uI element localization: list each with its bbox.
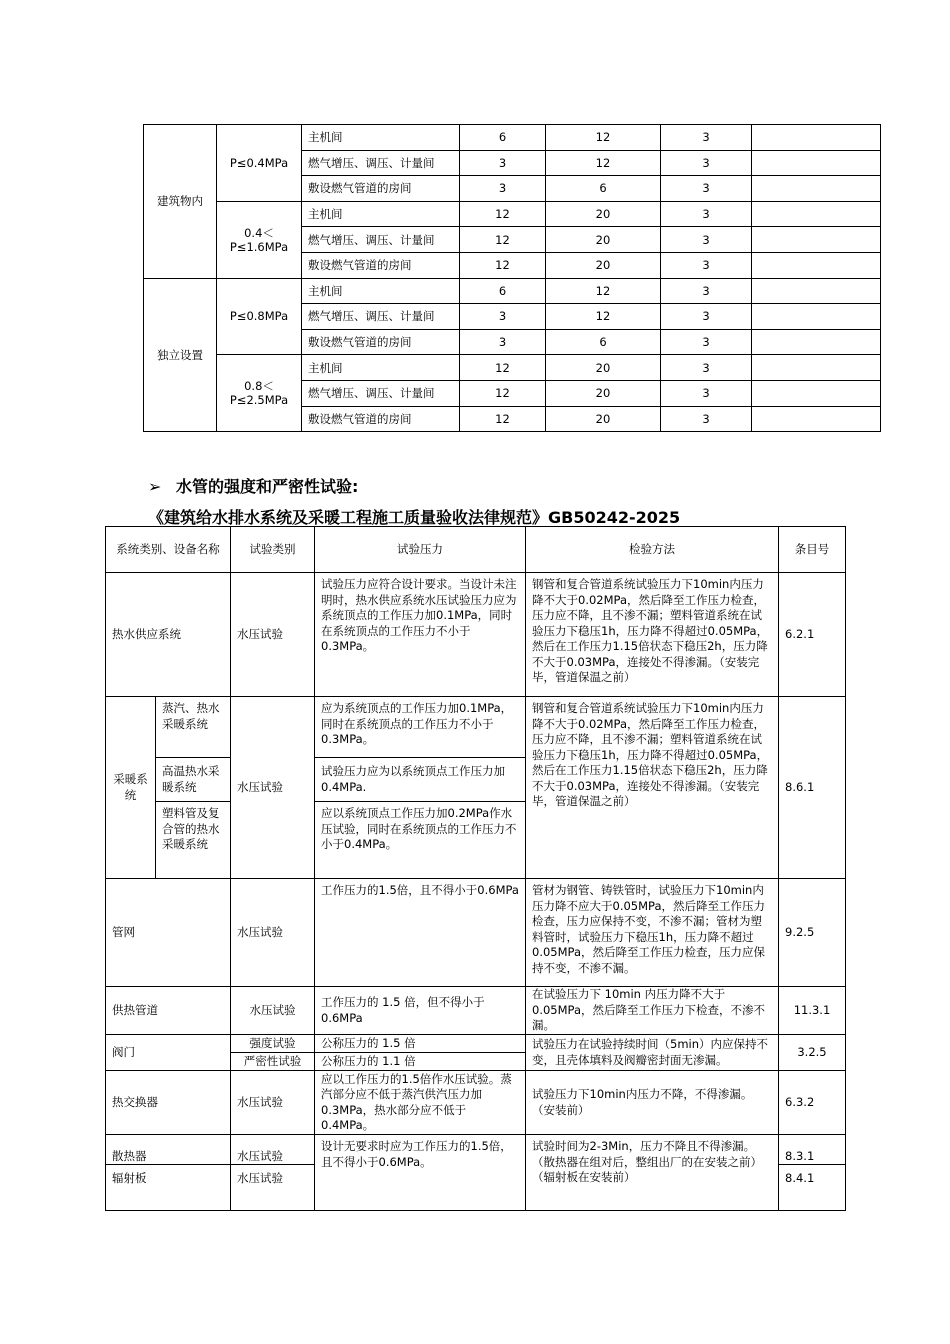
value-cell: 3: [661, 380, 752, 406]
empty-cell: [752, 227, 881, 253]
system-name: 热水供应系统: [106, 573, 231, 697]
value-cell: 20: [546, 406, 661, 432]
empty-cell: [752, 304, 881, 330]
subsystem-name: 塑料管及复合管的热水采暖系统: [156, 802, 231, 879]
test-method-line: （散热器在组对后，整组出厂的在安装之前）: [532, 1154, 762, 1169]
value-cell: 3: [661, 201, 752, 227]
system-name: 散热器: [106, 1135, 231, 1165]
table-row: [106, 879, 846, 987]
header-row: [106, 527, 846, 573]
value-cell: 20: [546, 355, 661, 381]
header-type: 试验类别: [231, 527, 315, 573]
value-cell: 12: [460, 252, 546, 278]
room-cell: 敷设燃气管道的房间: [302, 176, 460, 202]
gas-ventilation-table: [143, 124, 881, 432]
clause-number: 3.2.5: [779, 1035, 846, 1071]
test-pressure: 工作压力的 1.5 倍，但不得小于 0.6MPa: [315, 987, 526, 1035]
clause-number: 8.4.1: [779, 1165, 846, 1211]
room-cell: 主机间: [302, 125, 460, 151]
empty-cell: [752, 329, 881, 355]
test-type: 水压试验: [231, 573, 315, 697]
table-row: [144, 355, 881, 381]
room-cell: 敷设燃气管道的房间: [302, 252, 460, 278]
test-pressure: 设计无要求时应为工作压力的1.5倍，且不得小于0.6MPa。: [315, 1135, 526, 1211]
value-cell: 6: [546, 176, 661, 202]
value-cell: 6: [460, 278, 546, 304]
value-cell: 20: [546, 380, 661, 406]
table-row: [144, 201, 881, 227]
test-pressure: 公称压力的 1.1 倍: [315, 1053, 526, 1071]
table-row: [106, 987, 846, 1035]
pressure-range-cell: [217, 355, 302, 432]
value-cell: 3: [661, 252, 752, 278]
value-cell: 20: [546, 227, 661, 253]
location-cell: 建筑物内: [144, 125, 217, 279]
subsystem-name: 高温热水采暖系统: [156, 758, 231, 802]
empty-cell: [752, 176, 881, 202]
room-cell: 主机间: [302, 355, 460, 381]
system-name: 采暖系统: [106, 697, 156, 879]
value-cell: 12: [546, 125, 661, 151]
clause-number: 6.2.1: [779, 573, 846, 697]
table-row: [144, 278, 881, 304]
value-cell: 12: [460, 227, 546, 253]
test-type: 水压试验: [231, 987, 315, 1035]
room-cell: 燃气增压、调压、计量间: [302, 380, 460, 406]
empty-cell: [752, 406, 881, 432]
section-heading-text: 水管的强度和严密性试验:: [176, 477, 359, 496]
clause-number: 9.2.5: [779, 879, 846, 987]
room-cell: 燃气增压、调压、计量间: [302, 150, 460, 176]
test-pressure: 试验压力应符合设计要求。当设计未注明时，热水供应系统水压试验压力应为系统顶点的工作压力加0.1MPa，同时在系统顶点的工作压力不小于0.3MPa。: [315, 573, 526, 697]
room-cell: 主机间: [302, 201, 460, 227]
test-pressure: 公称压力的 1.5 倍: [315, 1035, 526, 1053]
test-method-line: （辐射板在安装前）: [532, 1170, 636, 1184]
table-row: [106, 1135, 846, 1165]
clause-number: 8.6.1: [779, 697, 846, 879]
pressure-range-line: 0.4＜: [244, 225, 274, 240]
value-cell: 3: [460, 150, 546, 176]
empty-cell: [752, 125, 881, 151]
test-method: 试验压力在试验持续时间（5min）内应保持不变，且壳体填料及阀瓣密封面无渗漏。: [526, 1035, 779, 1071]
value-cell: 12: [460, 380, 546, 406]
arrow-bullet-icon: ➢: [148, 477, 162, 496]
clause-number: 11.3.1: [779, 987, 846, 1035]
pressure-range-line: 0.8＜: [244, 379, 274, 394]
value-cell: 3: [661, 227, 752, 253]
table-row: [106, 1071, 846, 1135]
value-cell: 12: [546, 150, 661, 176]
value-cell: 12: [460, 355, 546, 381]
clause-number: 8.3.1: [779, 1135, 846, 1165]
room-cell: 燃气增压、调压、计量间: [302, 304, 460, 330]
value-cell: 20: [546, 252, 661, 278]
header-system: 系统类别、设备名称: [106, 527, 231, 573]
location-cell: 独立设置: [144, 278, 217, 432]
value-cell: 3: [661, 150, 752, 176]
value-cell: 3: [661, 176, 752, 202]
empty-cell: [752, 150, 881, 176]
value-cell: 3: [661, 355, 752, 381]
value-cell: 12: [460, 406, 546, 432]
test-method: 管材为钢管、铸铁管时，试验压力下10min内压力降不应大于0.05MPa，然后降至工作压力检查，压力应保持不变，不渗不漏；管材为塑料管时，试验压力下稳压1h，压力降不超过0.05MPa，然后降至工作压力检查，压力应保持不变，不渗不漏。: [526, 879, 779, 987]
header-clause: 条目号: [779, 527, 846, 573]
room-cell: 敷设燃气管道的房间: [302, 329, 460, 355]
test-type: 强度试验: [231, 1035, 315, 1053]
test-method: [526, 1071, 779, 1135]
test-pressure: 应以系统顶点工作压力加0.2MPa作水压试验，同时在系统顶点的工作压力不小于0.4MPa。: [315, 802, 526, 879]
empty-cell: [752, 278, 881, 304]
system-name: 供热管道: [106, 987, 231, 1035]
test-type: 水压试验: [231, 1071, 315, 1135]
pressure-range-cell: [217, 201, 302, 278]
test-method: [526, 1135, 779, 1211]
room-cell: 敷设燃气管道的房间: [302, 406, 460, 432]
value-cell: 3: [661, 329, 752, 355]
system-name: 阀门: [106, 1035, 231, 1071]
test-method-line: 试验压力下10min内压力不降，不得渗漏。: [532, 1087, 753, 1101]
empty-cell: [752, 252, 881, 278]
table-row: [144, 125, 881, 151]
test-method: 钢管和复合管道系统试验压力下10min内压力降不大于0.02MPa，然后降至工作压力检查，压力应不降，且不渗不漏；塑料管道系统在试验压力下稳压1h，压力降不得超过0.05MPa，然后在工作压力1.15倍状态下稳压2h，压力降不大于0.03MPa，连接处不得渗漏。（安装完毕，管道保温之前）: [526, 573, 779, 697]
test-type: 水压试验: [231, 879, 315, 987]
table-row: [106, 697, 846, 758]
value-cell: 3: [460, 304, 546, 330]
value-cell: 6: [460, 125, 546, 151]
system-name: 辐射板: [106, 1165, 231, 1211]
value-cell: 3: [460, 176, 546, 202]
pressure-range-cell: P≤0.4MPa: [217, 125, 302, 202]
test-type: 水压试验: [231, 697, 315, 879]
value-cell: 3: [661, 125, 752, 151]
clause-number: 6.3.2: [779, 1071, 846, 1135]
value-cell: 3: [460, 329, 546, 355]
header-pressure: 试验压力: [315, 527, 526, 573]
test-pressure: 应为系统顶点的工作压力加0.1MPa，同时在系统顶点的工作压力不小于0.3MPa。: [315, 697, 526, 758]
test-type: 水压试验: [231, 1135, 315, 1165]
test-type: 水压试验: [231, 1165, 315, 1211]
test-pressure: 工作压力的1.5倍，且不得小于0.6MPa: [315, 879, 526, 987]
pressure-range-line: P≤1.6MPa: [229, 239, 289, 254]
value-cell: 6: [546, 329, 661, 355]
standard-title: 《建筑给水排水系统及采暖工程施工质量验收法律规范》GB50242-2025: [148, 508, 681, 527]
test-method-line: 试验时间为2-3Min，压力不降且不得渗漏。: [532, 1139, 756, 1153]
room-cell: 燃气增压、调压、计量间: [302, 227, 460, 253]
test-method: 在试验压力下 10min 内压力降不大于 0.05MPa，然后降至工作压力下检查，不渗不漏。: [526, 987, 779, 1035]
pressure-range-cell: P≤0.8MPa: [217, 278, 302, 355]
test-pressure: 应以工作压力的1.5倍作水压试验。蒸汽部分应不低于蒸汽供汽压力加0.3MPa，热水部分应不低于0.4MPa。: [315, 1071, 526, 1135]
value-cell: 3: [661, 278, 752, 304]
value-cell: 20: [546, 201, 661, 227]
empty-cell: [752, 355, 881, 381]
subsystem-name: 蒸汽、热水采暖系统: [156, 697, 231, 758]
test-pressure: 试验压力应为以系统顶点工作压力加0.4MPa.: [315, 758, 526, 802]
value-cell: 12: [460, 201, 546, 227]
value-cell: 3: [661, 304, 752, 330]
value-cell: 3: [661, 406, 752, 432]
empty-cell: [752, 380, 881, 406]
pressure-range-line: P≤2.5MPa: [229, 393, 289, 408]
system-name: 热交换器: [106, 1071, 231, 1135]
section-heading: [148, 474, 358, 497]
empty-cell: [752, 201, 881, 227]
value-cell: 12: [546, 278, 661, 304]
header-method: 检验方法: [526, 527, 779, 573]
test-method-line: （安装前）: [532, 1102, 590, 1117]
table-row: [106, 573, 846, 697]
test-type: 严密性试验: [231, 1053, 315, 1071]
table-row: [106, 1035, 846, 1053]
value-cell: 12: [546, 304, 661, 330]
room-cell: 主机间: [302, 278, 460, 304]
system-name: 管网: [106, 879, 231, 987]
test-method: 钢管和复合管道系统试验压力下10min内压力降不大于0.02MPa，然后降至工作压力检查，压力应不降，且不渗不漏；塑料管道系统在试验压力下稳压1h，压力降不得超过0.05MPa，然后在工作压力1.15倍状态下稳压2h，压力降不大于0.03MPa，连接处不得渗漏。（安装完毕，管道保温之前）: [526, 697, 779, 879]
water-pressure-test-table: [105, 526, 846, 1211]
